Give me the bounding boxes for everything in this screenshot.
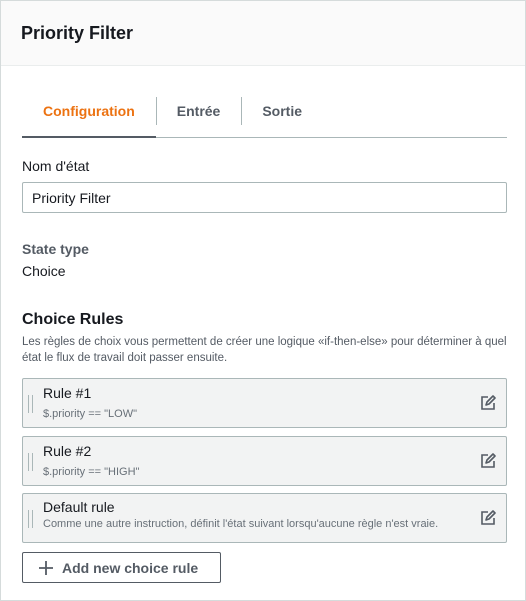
- edit-icon[interactable]: [480, 453, 496, 469]
- choice-rule-item[interactable]: [22, 378, 507, 428]
- drag-handle-icon[interactable]: [28, 395, 33, 413]
- edit-icon[interactable]: [480, 510, 496, 526]
- choice-rule-item[interactable]: [22, 436, 507, 486]
- tab-output[interactable]: Sortie: [241, 85, 323, 137]
- panel-title: Priority Filter: [21, 22, 134, 43]
- choice-rules-description: Les règles de choix vous permettent de créer une logique «if-then-else» pour déterminer à quel état le flux de travail doit passer ensuite.: [22, 336, 507, 364]
- choice-rule-item-default[interactable]: [22, 493, 507, 543]
- state-type-value: Choice: [22, 263, 66, 279]
- choice-rules-title: Choice Rules: [22, 311, 124, 328]
- rule-condition: Comme une autre instruction, définit l'état suivant lorsqu'aucune règle n'est vraie.: [43, 518, 439, 530]
- edit-icon[interactable]: [480, 395, 496, 411]
- state-name-label: Nom d'état: [22, 158, 90, 174]
- tab-bar: [22, 85, 507, 138]
- add-choice-rule-button[interactable]: [22, 552, 221, 583]
- rule-condition: $.priority == "HIGH": [43, 466, 140, 478]
- rule-name: Rule #2: [43, 443, 92, 459]
- state-name-input[interactable]: [22, 182, 507, 213]
- state-type-label: State type: [22, 241, 89, 257]
- tab-input[interactable]: Entrée: [156, 85, 242, 137]
- rule-name: Rule #1: [43, 385, 92, 401]
- tab-configuration[interactable]: Configuration: [22, 85, 156, 137]
- drag-handle-icon[interactable]: [28, 453, 33, 471]
- drag-handle-icon[interactable]: [28, 510, 33, 528]
- plus-icon: [39, 561, 53, 575]
- rule-condition: $.priority == "LOW": [43, 408, 138, 420]
- rule-name: Default rule: [43, 499, 115, 515]
- panel-header: [1, 1, 525, 66]
- add-choice-rule-label: Add new choice rule: [62, 559, 199, 576]
